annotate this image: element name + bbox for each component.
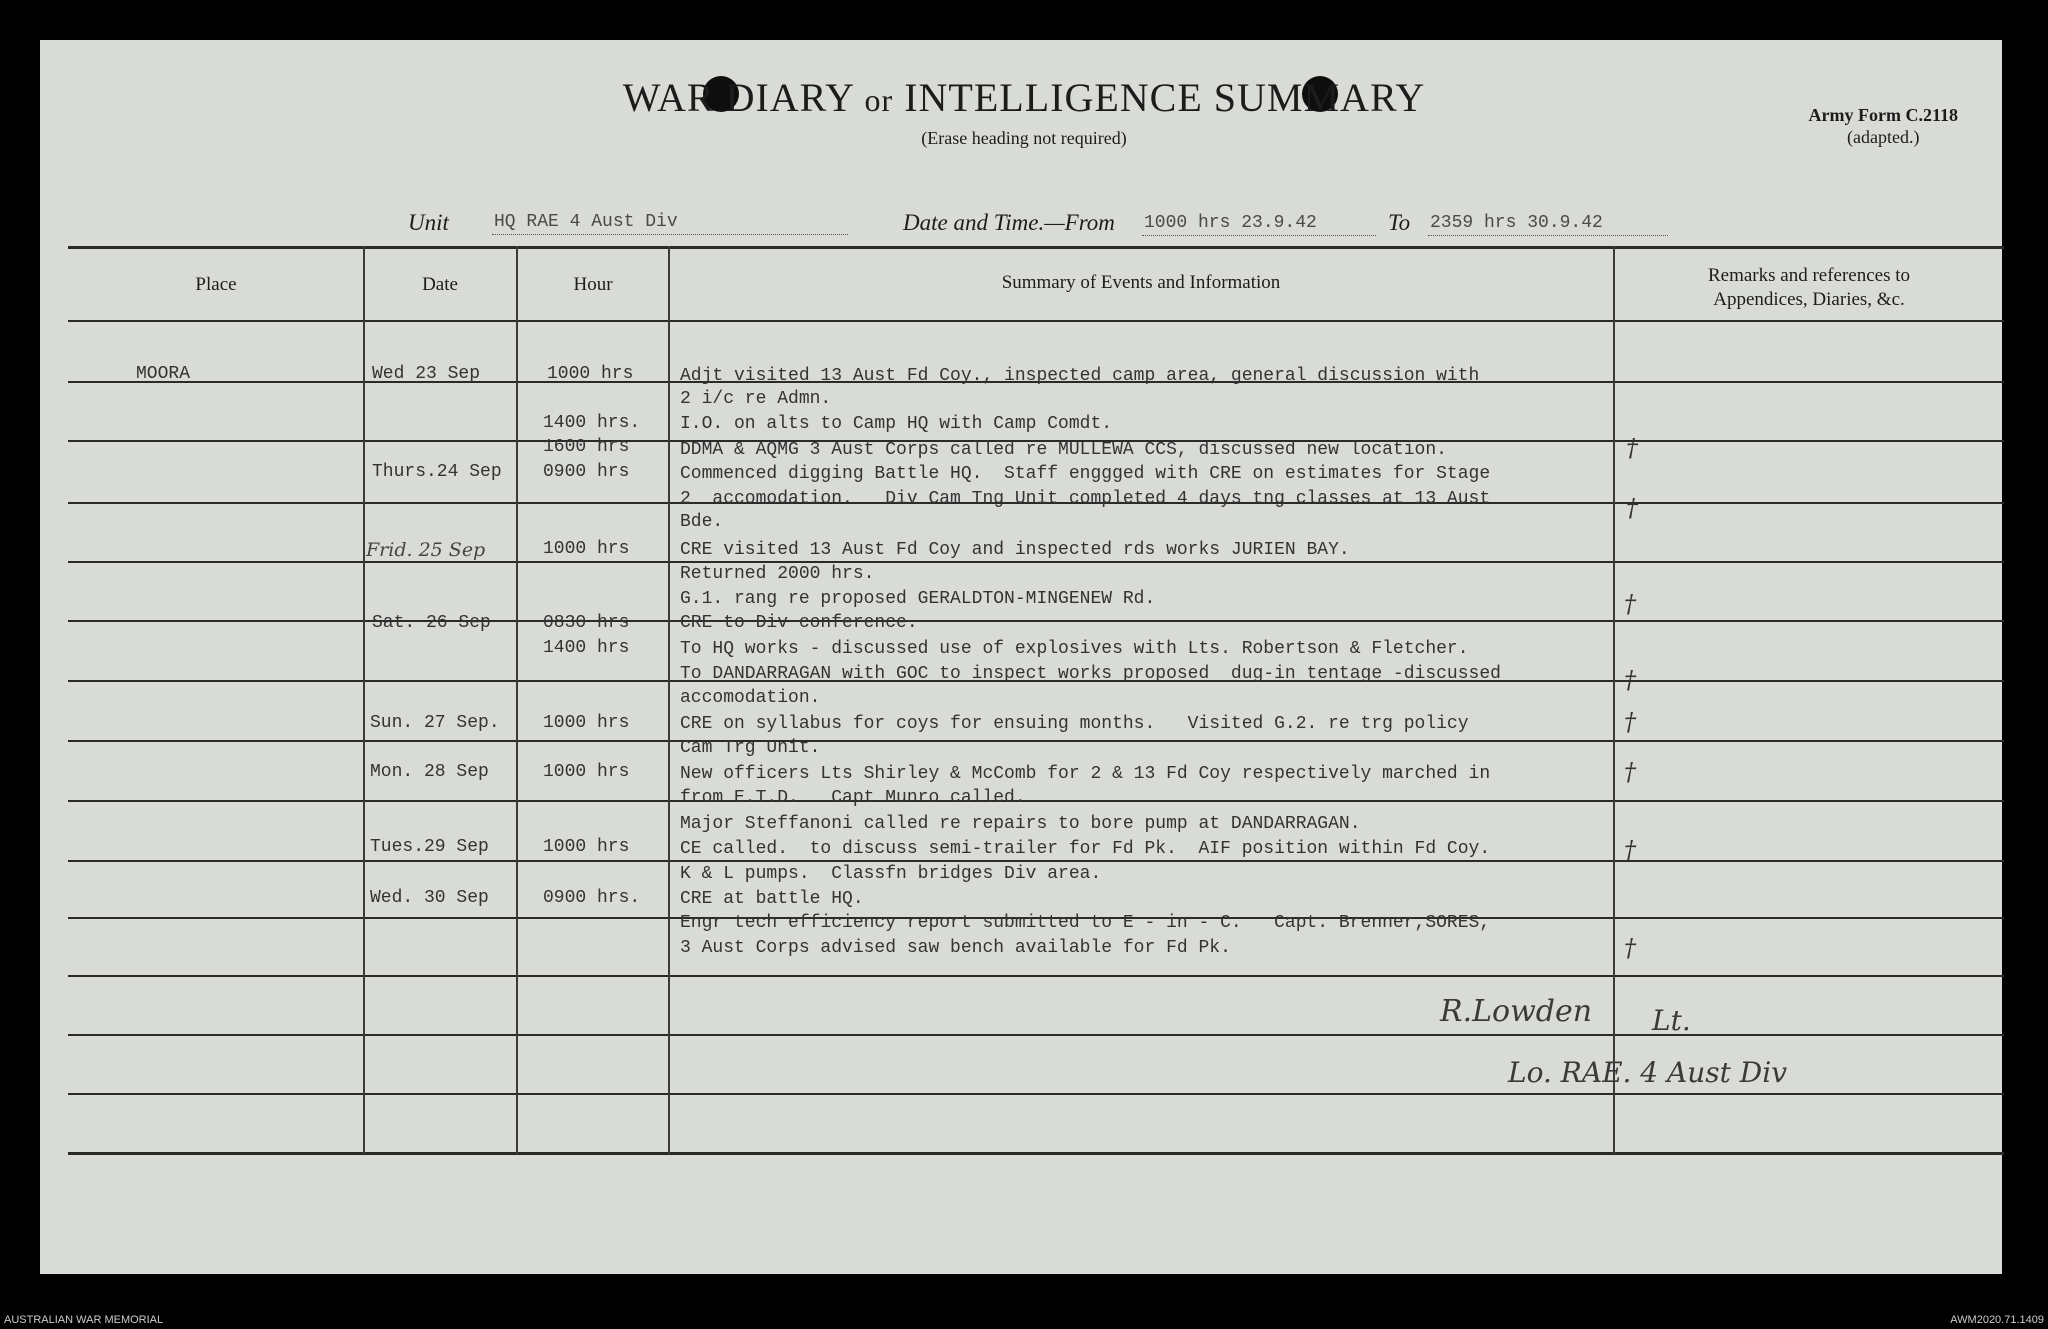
form-number: Army Form C.2118	[1808, 105, 1958, 125]
form-reference	[1809, 104, 1958, 148]
summary-line: To DANDARRAGAN with GOC to inspect works proposed dug-in tentage -discussed	[680, 664, 1501, 684]
date-entry: Tues.29 Sep	[370, 837, 489, 857]
signature-name: R.Lowden	[1440, 994, 1593, 1029]
date-entry: Wed. 30 Sep	[370, 888, 489, 908]
to-label: To	[1388, 210, 1411, 235]
summary-line: Adjt visited 13 Aust Fd Coy., inspected camp area, general discussion with	[680, 366, 1480, 386]
header-place: Place	[195, 274, 237, 295]
document-title	[0, 74, 2048, 121]
signature-rank: Lt.	[1652, 1004, 1691, 1037]
column-divider	[1613, 246, 1615, 1154]
row-rule	[68, 561, 2004, 563]
footer-left: AUSTRALIAN WAR MEMORIAL	[4, 1314, 164, 1326]
remark-mark: †	[1626, 494, 1638, 522]
summary-line: 3 Aust Corps advised saw bench available for Fd Pk.	[680, 938, 1231, 958]
title-war-diary: WAR DIARY	[622, 75, 854, 120]
summary-line: Major Steffanoni called re repairs to bore pump at DANDARRAGAN.	[680, 814, 1361, 834]
table-bottom-rule	[68, 1152, 2004, 1155]
summary-line: CRE on syllabus for coys for ensuing months. Visited G.2. re trg policy	[680, 714, 1469, 734]
header-date: Date	[422, 274, 458, 295]
header-remarks-line1: Remarks and references to	[1707, 265, 1911, 286]
hour-entry: 1400 hrs	[543, 638, 630, 658]
date-entry: Thurs.24 Sep	[372, 462, 502, 482]
date-entry: Sun. 27 Sep.	[370, 713, 500, 733]
hour-entry: 0900 hrs.	[543, 888, 641, 908]
row-rule	[68, 800, 2004, 802]
date-to-value: 2359 hrs 30.9.42	[1428, 213, 1668, 236]
unit-value: HQ RAE 4 Aust Div	[492, 212, 848, 235]
date-label: Date and Time.—From	[903, 210, 1115, 235]
row-rule	[68, 975, 2004, 977]
summary-line: Cam Trg Unit.	[680, 738, 821, 758]
date-entry-handwritten: Frid. 25 Sep	[366, 539, 486, 561]
remark-mark: †	[1624, 708, 1636, 736]
title-or: or	[864, 82, 894, 118]
row-rule	[68, 620, 2004, 622]
column-divider	[668, 246, 670, 1154]
column-divider	[516, 246, 518, 1154]
row-rule	[68, 860, 2004, 862]
summary-line: To HQ works - discussed use of explosives with Lts. Robertson & Fletcher.	[680, 639, 1469, 659]
date-entry: Wed 23 Sep	[372, 364, 481, 384]
hour-entry: 1000 hrs	[543, 713, 630, 733]
remark-mark: †	[1624, 666, 1636, 694]
summary-line: 2 i/c re Admn.	[680, 389, 832, 409]
summary-line: accomodation.	[680, 688, 821, 708]
summary-line: CE called. to discuss semi-trailer for Fd Pk. AIF position within Fd Coy.	[680, 839, 1491, 859]
date-from-value: 1000 hrs 23.9.42	[1142, 213, 1376, 236]
remark-mark: †	[1624, 590, 1636, 618]
header-rule	[68, 320, 2004, 322]
hour-entry: 1000 hrs	[543, 837, 630, 857]
remark-mark: †	[1624, 934, 1636, 962]
summary-line: DDMA & AQMG 3 Aust Corps called re MULLEWA CCS, discussed new location.	[680, 440, 1447, 460]
summary-line: CRE visited 13 Aust Fd Coy and inspected rds works JURIEN BAY.	[680, 540, 1350, 560]
summary-line: G.1. rang re proposed GERALDTON-MINGENEW Rd.	[680, 589, 1156, 609]
hour-entry: 1600 hrs	[543, 437, 630, 457]
summary-line: 2 accomodation. Div Cam Tng Unit completed 4 days tng classes at 13 Aust	[680, 489, 1491, 509]
hour-entry: 0830 hrs	[543, 613, 630, 633]
header-summary: Summary of Events and Information	[1001, 272, 1281, 293]
hour-entry: 0900 hrs	[543, 462, 630, 482]
table-top-rule	[68, 246, 2004, 249]
hour-entry: 1000 hrs	[543, 762, 630, 782]
summary-line: Engr tech efficiency report submitted to E - in - C. Capt. Brenner,SORES,	[680, 913, 1491, 933]
hour-entry: 1400 hrs.	[543, 413, 641, 433]
row-rule	[68, 1093, 2004, 1095]
row-rule	[68, 740, 2004, 742]
signature-appointment: Lo. RAE. 4 Aust Div	[1508, 1056, 1788, 1089]
place-entry: MOORA	[136, 364, 191, 384]
date-entry: Sat. 26 Sep	[372, 613, 491, 633]
summary-line: Bde.	[680, 512, 724, 532]
summary-line: New officers Lts Shirley & McComb for 2 & 13 Fd Coy respectively marched in	[680, 764, 1491, 784]
summary-line: Returned 2000 hrs.	[680, 564, 875, 584]
header-remarks	[1615, 264, 2003, 312]
header-hour: Hour	[573, 274, 613, 295]
column-divider	[363, 246, 365, 1154]
row-rule	[68, 1034, 2004, 1036]
title-intelligence-summary: INTELLIGENCE SUMMARY	[904, 75, 1426, 120]
footer-right: AWM2020.71.1409	[1950, 1314, 2044, 1326]
summary-line: Commenced digging Battle HQ. Staff enggged with CRE on estimates for Stage	[680, 464, 1491, 484]
hour-entry: 1000 hrs	[547, 364, 634, 384]
date-entry: Mon. 28 Sep	[370, 762, 489, 782]
remark-mark: †	[1626, 434, 1638, 462]
form-adapted: (adapted.)	[1847, 127, 1920, 147]
document-subtitle: (Erase heading not required)	[921, 128, 1127, 148]
summary-line: from E.T.D. Capt Munro called.	[680, 788, 1026, 808]
header-remarks-line2: Appendices, Diaries, &c.	[1713, 289, 1905, 310]
remark-mark: †	[1624, 758, 1636, 786]
summary-line: CRE to Div conference.	[680, 613, 918, 633]
summary-line: I.O. on alts to Camp HQ with Camp Comdt.	[680, 414, 1113, 434]
remark-mark: †	[1624, 836, 1636, 864]
summary-line: K & L pumps. Classfn bridges Div area.	[680, 864, 1102, 884]
unit-label: Unit	[408, 210, 449, 235]
hour-entry: 1000 hrs	[543, 539, 630, 559]
summary-line: CRE at battle HQ.	[680, 889, 864, 909]
